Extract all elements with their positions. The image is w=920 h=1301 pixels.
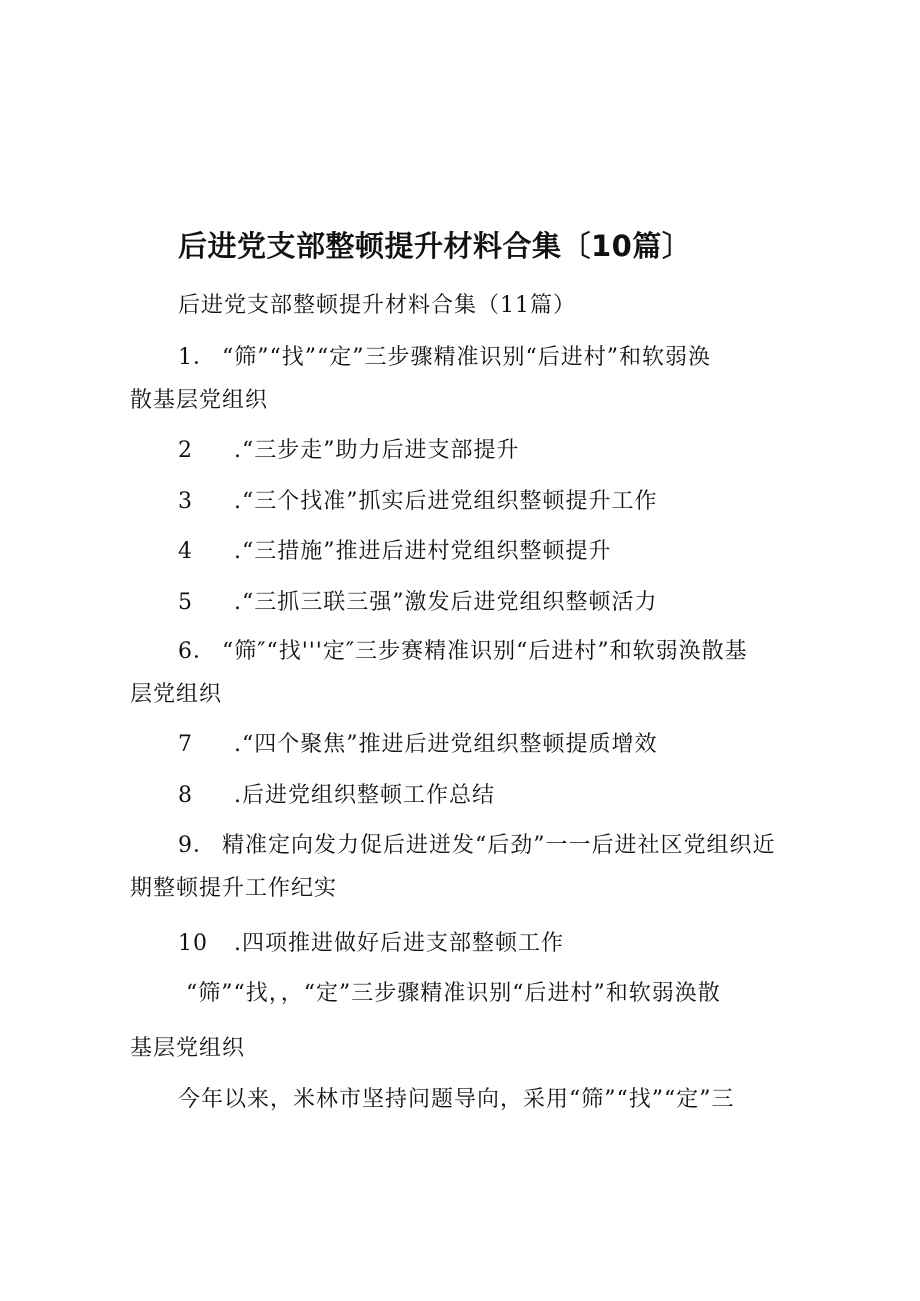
toc-item-text: .“三个找准”抓实后进党组织整顿提升工作 [234, 489, 658, 514]
toc-item-text: “筛″“找'''定″三步赛精准识别“后进村”和软弱涣散基 [222, 639, 748, 664]
section-heading-continuation: 基层党组织 [130, 1036, 246, 1061]
toc-item-number: 3 [178, 489, 193, 514]
toc-item-9-continuation: 期整顿提升工作纪实 [130, 876, 338, 901]
toc-item-3 [178, 484, 658, 515]
toc-item-9 [178, 828, 776, 859]
toc-item-number: 9． [178, 833, 216, 858]
toc-item-4 [178, 534, 612, 565]
toc-item-text: .四项推进做好后进支部整顿工作 [234, 931, 564, 956]
document-title: 后进党支部整顿提升材料合集〔10篇〕 [178, 229, 692, 263]
toc-item-7 [178, 727, 658, 758]
toc-item-number: 7 [178, 732, 193, 757]
toc-item-text: “筛”“找”“定”三步骤精准识别“后进村”和软弱涣 [222, 345, 711, 370]
toc-item-1-continuation: 散基层党组织 [130, 388, 269, 413]
section-heading: “筛”“找，，“定”三步骤精准识别“后进村”和软弱涣散 [186, 981, 721, 1006]
toc-item-number: 10 [178, 931, 208, 956]
toc-item-1 [178, 340, 711, 371]
toc-item-text: .“四个聚焦”推进后进党组织整顿提质增效 [234, 732, 658, 757]
toc-item-text: .“三措施”推进后进村党组织整顿提升 [234, 539, 612, 564]
toc-item-text: .“三步走”助力后进支部提升 [234, 438, 520, 463]
toc-item-number: 1． [178, 345, 216, 370]
toc-item-text: .“三抓三联三强”激发后进党组织整顿活力 [234, 590, 658, 615]
toc-item-2 [178, 433, 520, 464]
toc-item-6 [178, 634, 748, 665]
toc-item-number: 8 [178, 783, 193, 808]
document-subtitle: 后进党支部整顿提升材料合集（11篇） [178, 293, 576, 318]
toc-item-text: .后进党组织整顿工作总结 [234, 783, 495, 808]
toc-item-5 [178, 585, 658, 616]
toc-item-8 [178, 778, 495, 809]
toc-item-number: 6． [178, 639, 216, 664]
toc-item-number: 5 [178, 590, 193, 615]
toc-item-number: 2 [178, 438, 193, 463]
toc-item-10 [178, 926, 564, 957]
body-paragraph: 今年以来，米林市坚持问题导向，采用“筛”“找”“定”三 [178, 1087, 735, 1112]
toc-item-6-continuation: 层党组织 [130, 682, 223, 707]
toc-item-text: 精准定向发力促后进迸发“后劲”一一后进社区党组织近 [222, 833, 776, 858]
toc-item-number: 4 [178, 539, 193, 564]
